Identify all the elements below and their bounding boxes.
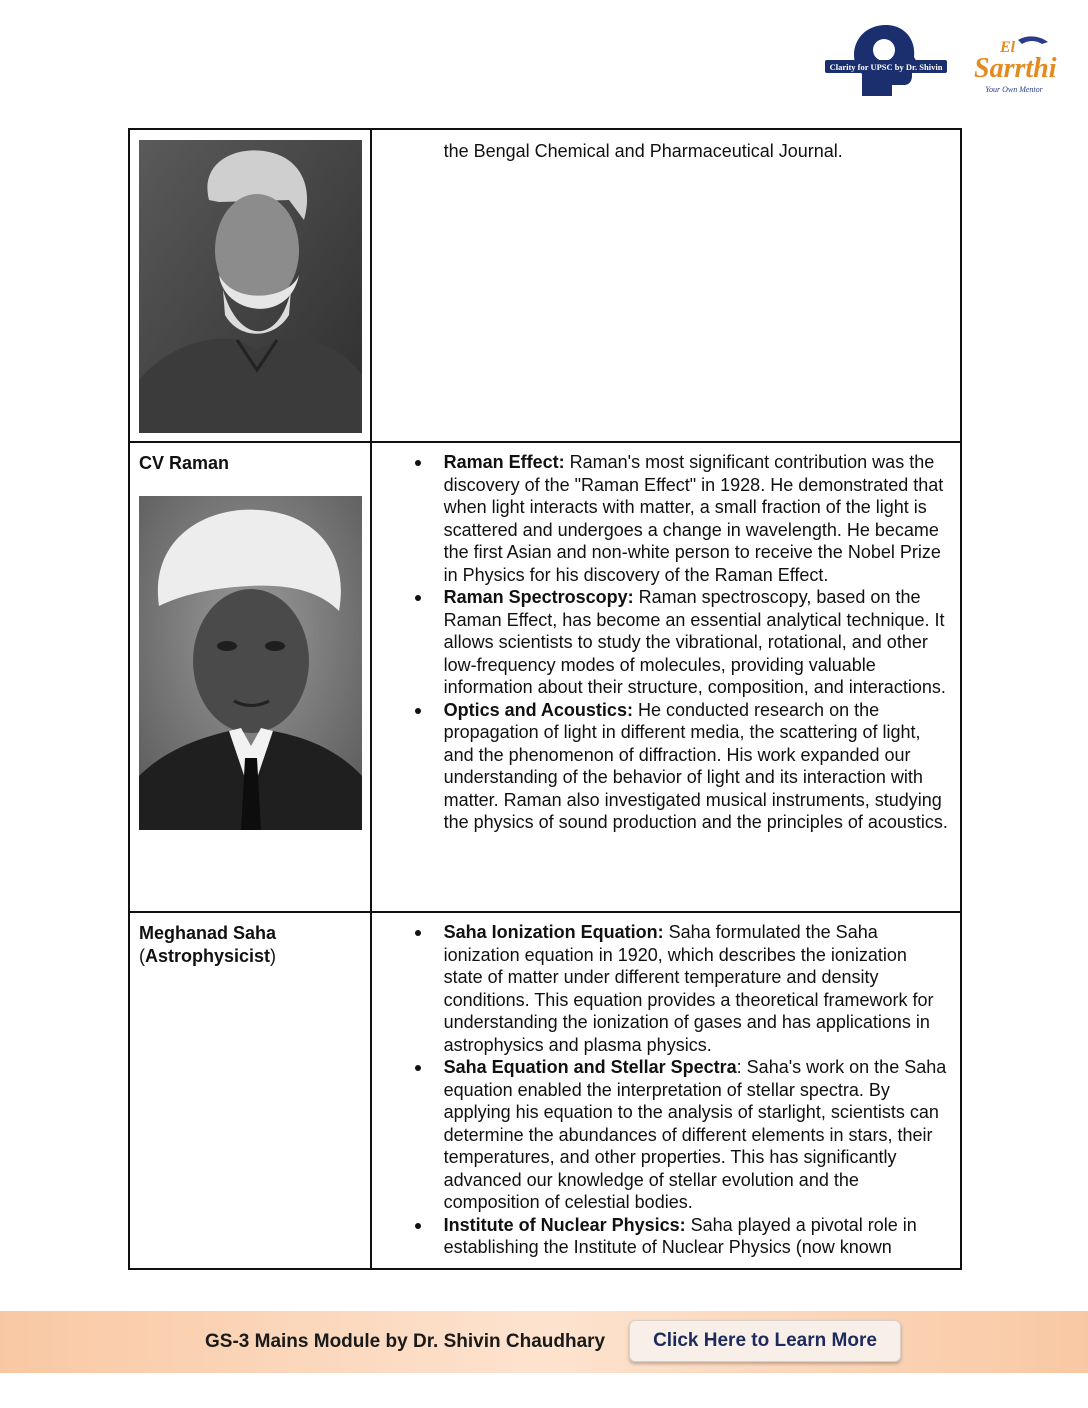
list-item: Raman Effect: Raman's most significant contribution was the discovery of the "Raman Effect" in 1928. He demonstrated that when light interacts with matter, a small fraction of the light is scattered and undergoes a change in wavelength. He became the first Asian and non-white person to receive the Nobel Prize in Physics for his discovery of the Raman Effect. [372,451,950,586]
clarity-for-upsc-logo [822,22,950,98]
list-item: Saha Equation and Stellar Spectra: Saha's work on the Saha equation enabled the interpretation of stellar spectra. By applying his equation to the analysis of starlight, scientists can determine the abundances of different elements in stars, their temperatures, and other properties. This has significantly advanced our knowledge of stellar evolution and the composition of celestial bodies. [372,1056,950,1214]
bullet-icon [415,708,421,714]
footer-module-text: GS-3 Mains Module by Dr. Shivin Chaudhary [205,1331,606,1352]
portrait-pc-ray [139,140,362,433]
bullet-icon [415,1065,421,1071]
left-cell [129,442,371,912]
learn-more-button[interactable]: Click Here to Learn More [629,1320,901,1362]
right-cell [371,912,961,1269]
scientist-name: CV Raman [139,453,230,473]
list-item: Optics and Acoustics: He conducted research on the propagation of light in different media, the scattering of light, and the phenomenon of diffraction. His work expanded our understanding of the behavior of light and its interaction with matter. Raman also investigated musical instruments, studying the physics of sound production and the principles of acoustics. [372,699,950,834]
scientist-name: Meghanad Saha (Astrophysicist) [139,923,277,966]
contributions-list [372,913,960,1259]
bullet-icon [415,930,421,936]
bullet-icon [415,595,421,601]
list-item: Raman Spectroscopy: Raman spectroscopy, based on the Raman Effect, has become an essential analytical technique. It allows scientists to study the vibrational, rotational, and other low-frequency modes of molecules, providing valuable information about their structure, composition, and interactions. [372,586,950,699]
right-cell [371,129,961,442]
left-cell [129,912,371,1269]
bullet-icon [415,460,421,466]
table-row-cv-raman [129,442,961,912]
list-item: Saha Ionization Equation: Saha formulated the Saha ionization equation in 1920, which describes the ionization state of matter under different temperature and density conditions. This equation provides a theoretical framework for understanding the ionization of gases and has applications in astrophysics and plasma physics. [372,921,950,1056]
list-item: Institute of Nuclear Physics: Saha played a pivotal role in establishing the Institute of Nuclear Physics (now known [372,1214,950,1259]
bullet-icon [415,1223,421,1229]
right-cell [371,442,961,912]
sarrthi-logo [968,30,1060,100]
svg-text:Sarrthi: Sarrthi [974,53,1057,84]
table-row-pc-ray [129,129,961,442]
scientists-table [128,128,962,1270]
contributions-list [372,443,960,844]
svg-text:Your Own Mentor: Your Own Mentor [985,85,1043,94]
left-cell [129,129,371,442]
svg-text:Clarity for UPSC by Dr. Shivin: Clarity for UPSC by Dr. Shivin [829,62,943,72]
portrait-cv-raman [139,496,362,830]
table-row-meghanad-saha [129,912,961,1269]
svg-text:El: El [1000,39,1016,56]
continuation-text: the Bengal Chemical and Pharmaceutical Journal. [443,141,843,161]
